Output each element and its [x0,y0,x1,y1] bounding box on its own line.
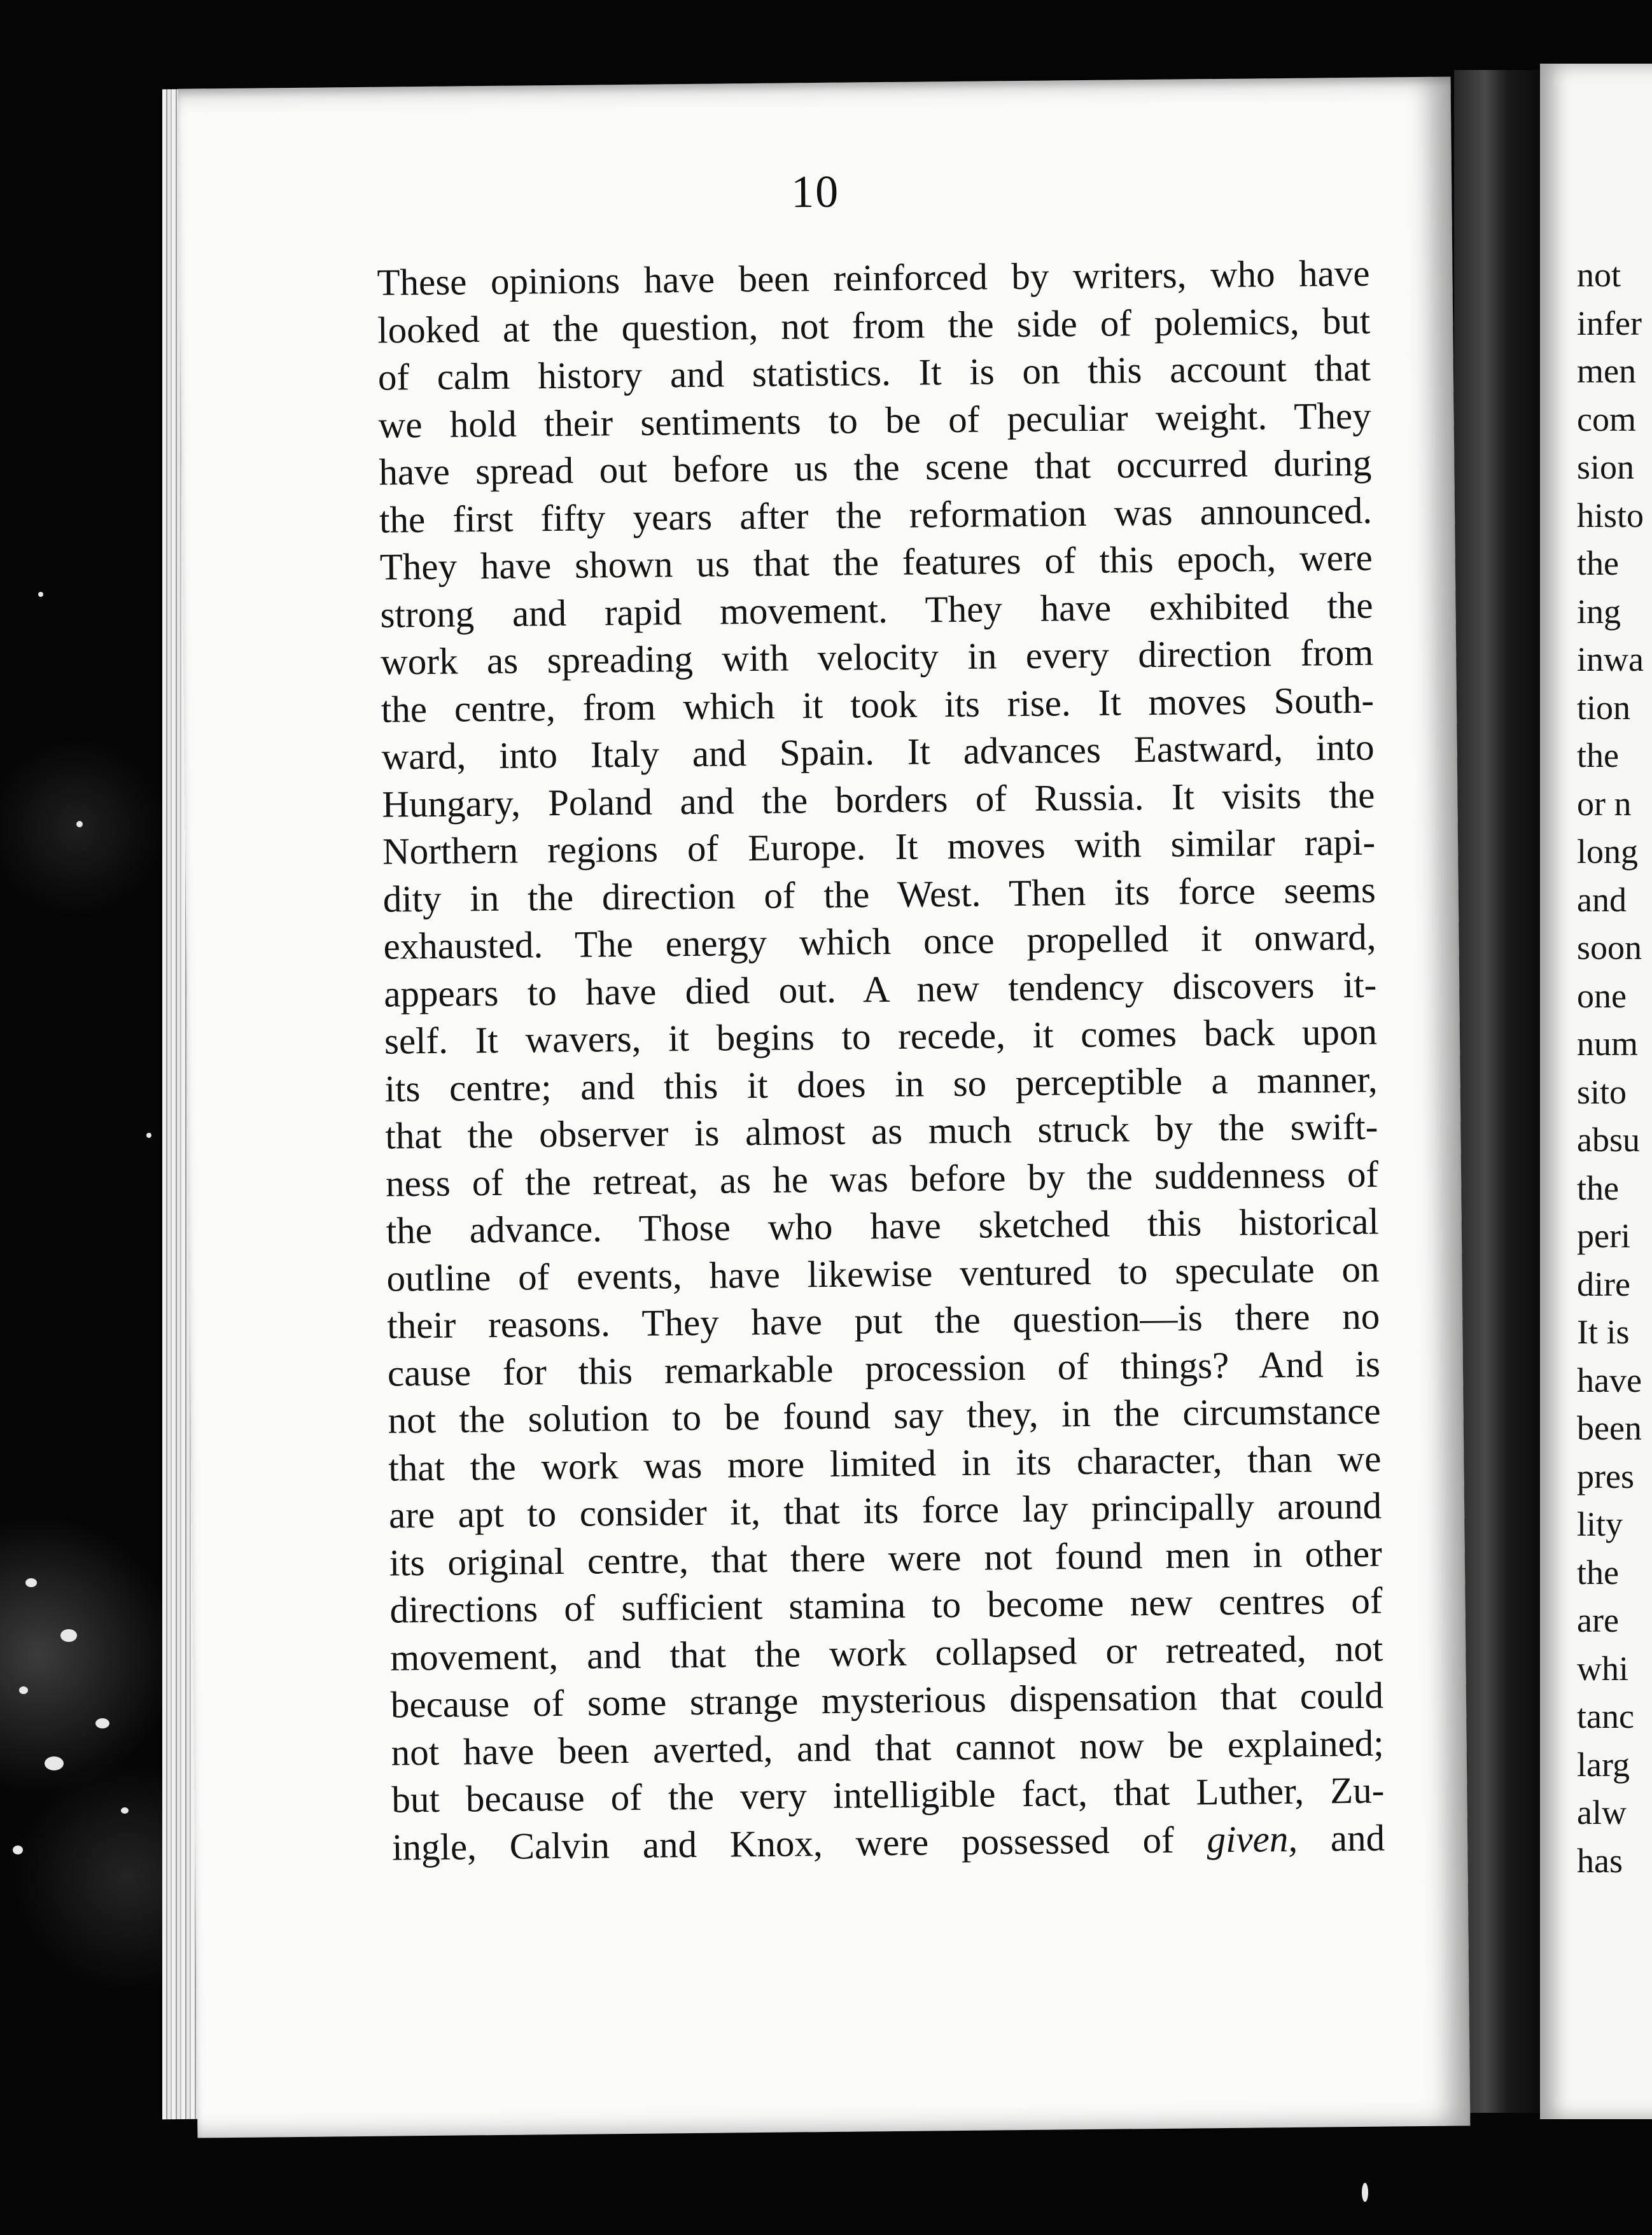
italic-word: given, [1207,1817,1298,1860]
text-line: the first fifty years after the reformation was announced. [379,489,1373,541]
facing-line: are [1577,1601,1619,1639]
facing-line: dire [1577,1265,1630,1303]
book-page [178,76,1471,2138]
facing-line: soon [1577,928,1642,967]
facing-line: tanc [1577,1697,1634,1735]
facing-line: sito [1577,1072,1627,1111]
text-line: work as spreading with velocity in every direction from [380,631,1374,683]
dust-speck [25,1578,37,1587]
text-line: outline of events, have likewise ventured to speculate on [386,1247,1380,1300]
facing-line: have [1577,1361,1642,1399]
text-line: that the observer is almost as much struck by the swift- [385,1105,1378,1157]
facing-line: has [1577,1841,1623,1880]
text-line: are apt to consider it, that its force lay principally around [388,1484,1382,1536]
text-line: Northern regions of Europe. It moves with similar rapi- [382,820,1376,872]
facing-line: not [1577,256,1621,294]
text-line: exhausted. The energy which once propelled it onward, [383,915,1376,967]
text-line: Hungary, Poland and the borders of Russia. It visits the [382,773,1375,825]
dust-speck [146,1133,151,1138]
dust-speck [38,592,43,597]
text-line: that the work was more limited in its character, than we [388,1437,1382,1489]
page-body-text [377,249,1385,1871]
text-line: cause for this remarkable procession of things? And is [387,1342,1381,1394]
text-line: dity in the direction of the West. Then its force seems [382,868,1376,920]
facing-line: histo [1577,496,1644,535]
text-line: These opinions have been reinforced by writers, who have [377,251,1370,304]
dust-speck [19,1686,28,1694]
facing-line: larg [1577,1745,1630,1784]
text-line: because of some strange mysterious dispensation that could [390,1674,1384,1726]
facing-line: sion [1577,448,1635,486]
facing-line: tion [1577,688,1631,727]
facing-line: pres [1577,1457,1634,1496]
facing-line: lity [1577,1505,1623,1543]
facing-line: whi [1577,1649,1628,1688]
dust-speck [76,821,83,827]
dust-speck [95,1718,109,1728]
facing-line: peri [1577,1217,1630,1255]
facing-line: the [1577,544,1619,582]
facing-line: and [1577,880,1627,919]
text-line: but because of the very intelligible fact, that Luther, Zu- [391,1769,1385,1821]
text-line: of calm history and statistics. It is on this account that [377,346,1371,398]
text-line: ness of the retreat, as he was before by the suddenness of [385,1153,1379,1205]
facing-page-text [1577,251,1652,1885]
dust-speck [13,1846,23,1854]
facing-line: num [1577,1025,1639,1063]
facing-line: com [1577,400,1636,438]
text-line: its original centre, that there were not found men in other [389,1532,1383,1584]
text-line: its centre; and this it does in so perceptible a manner, [384,1058,1378,1110]
facing-line: absu [1577,1121,1640,1159]
facing-line: men [1577,352,1636,390]
facing-line: alw [1577,1793,1627,1832]
facing-line: infer [1577,304,1642,342]
text-line: not the solution to be found say they, in the circumstance [388,1389,1381,1441]
text-line: we hold their sentiments to be of peculiar weight. They [378,394,1371,446]
dust-speck [1362,2183,1368,2202]
text-line: have spread out before us the scene that occurred during [379,441,1372,493]
text-line-last: ingle, Calvin and Knox, were possessed of given, and [391,1816,1385,1868]
dust-speck [60,1629,77,1642]
facing-line: the [1577,1168,1619,1207]
facing-line: ing [1577,592,1621,631]
text-line: looked at the question, not from the side of polemics, but [377,299,1371,351]
facing-line: or n [1577,784,1632,823]
facing-line: It is [1577,1313,1630,1351]
book-gutter [1454,70,1543,2113]
text-line: They have shown us that the features of this epoch, were [379,536,1373,588]
facing-line: inwa [1577,640,1644,678]
facing-line: the [1577,1553,1619,1592]
text-line: not have been averted, and that cannot now be explained; [391,1721,1384,1774]
facing-line: the [1577,736,1619,774]
text-line: ward, into Italy and Spain. It advances Eastward, into [381,725,1375,778]
text-line: appears to have died out. A new tendency discovers it- [383,963,1377,1015]
facing-line: long [1577,832,1639,871]
facing-line: one [1577,976,1627,1015]
facing-line: been [1577,1409,1642,1447]
text-line: strong and rapid movement. They have exhibited the [380,584,1373,636]
text-line: their reasons. They have put the question—is there no [386,1294,1380,1347]
text-line: self. It wavers, it begins to recede, it comes back upon [384,1010,1378,1062]
text-line: the advance. Those who have sketched this historical [386,1200,1380,1252]
text-line: the centre, from which it took its rise. It moves South- [381,678,1375,731]
text-line: directions of sufficient stamina to become new centres of [389,1579,1383,1631]
page-number: 10 [790,165,840,218]
text-line: movement, and that the work collapsed or retreated, not [389,1627,1383,1679]
dust-speck [121,1807,129,1814]
dust-speck [45,1756,64,1770]
